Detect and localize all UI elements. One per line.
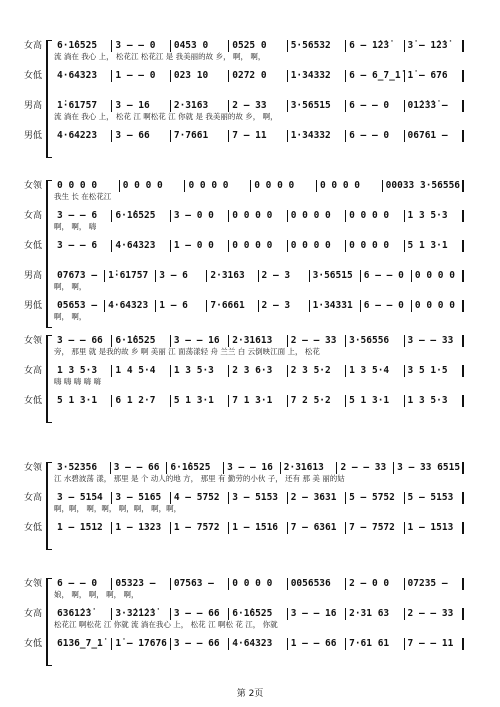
notation-line bbox=[54, 300, 464, 312]
measure: 6·1̇6525 bbox=[54, 40, 112, 52]
measure: 4·64323 bbox=[54, 70, 112, 82]
measure: 2 3 5·2 bbox=[288, 365, 346, 377]
measure: 6 1 2·7 bbox=[112, 395, 170, 407]
measure: 0 0 0 0 bbox=[120, 180, 186, 192]
measure: 4 – 5752 bbox=[171, 492, 229, 504]
lyric-line: 江 水碧波荡 漾， 那里 是 个 动人的地 方， 那里 有 勤劳的小伙 子， 还有 那 美 丽的姑 bbox=[54, 474, 345, 483]
voice-row bbox=[20, 462, 468, 492]
measure: 1̇ – 17676 bbox=[112, 638, 170, 650]
measure: 0 0 0 0 bbox=[229, 578, 287, 590]
measure: 1 3 5·4 bbox=[346, 365, 404, 377]
measure: 1̇·61757 bbox=[105, 270, 156, 282]
measure: 3 – 0 0 bbox=[171, 210, 229, 222]
measure: 3·56515 bbox=[288, 100, 346, 112]
notation-line bbox=[54, 462, 464, 474]
notation-line bbox=[54, 100, 464, 112]
measure: 1·34332 bbox=[288, 130, 346, 142]
voice-row bbox=[20, 40, 468, 70]
part-label: 女领 bbox=[23, 336, 42, 346]
measure: 6·1̇6525 bbox=[167, 462, 224, 474]
notation-line bbox=[54, 522, 464, 534]
part-label: 女领 bbox=[23, 181, 42, 191]
measure: 7 1 3·1 bbox=[229, 395, 287, 407]
notation-line bbox=[54, 40, 464, 52]
measure: 5 1 3·1 bbox=[54, 395, 112, 407]
measure: 1·34332 bbox=[288, 70, 346, 82]
measure: 07563 – bbox=[171, 578, 229, 590]
measure: 3 – – 66 bbox=[171, 638, 229, 650]
score-system bbox=[20, 40, 468, 160]
measure: 2 – 3 bbox=[259, 270, 310, 282]
measure: 6 – 6̲7̲1̇ bbox=[346, 70, 404, 82]
voice-row bbox=[20, 395, 468, 425]
measure: 3 – – 16 bbox=[171, 335, 229, 347]
measure: 1̇·61757 bbox=[54, 100, 112, 112]
lyric-line: 啊，啊， 啊，啊， 啊，啊， 啊，啊， bbox=[54, 504, 182, 513]
measure: 6·1̇6525 bbox=[229, 608, 287, 620]
measure: 1 – 0 0 bbox=[171, 240, 229, 252]
measure: 0 0 0 0 bbox=[54, 180, 120, 192]
measure: 6 – – 0 bbox=[54, 578, 112, 590]
measure: 5 – 5153 bbox=[405, 492, 464, 504]
measure: 1 3 5·3 bbox=[171, 365, 229, 377]
score-system bbox=[20, 578, 468, 668]
voice-row bbox=[20, 578, 468, 608]
measure: 3 – – 66 bbox=[111, 462, 168, 474]
measure: 7·61 61 bbox=[346, 638, 404, 650]
measure: 1 3 5·3 bbox=[54, 365, 112, 377]
measure: 4·64323 bbox=[105, 300, 156, 312]
measure: 0 0 0 0 bbox=[288, 210, 346, 222]
measure: 1 – – 0 bbox=[112, 70, 170, 82]
measure: 6 – – 0 bbox=[361, 270, 412, 282]
notation-line bbox=[54, 210, 464, 222]
measure: 05653 – bbox=[54, 300, 105, 312]
voice-row bbox=[20, 100, 468, 130]
measure: 3 – 5165 bbox=[112, 492, 170, 504]
measure: 7 – 11 bbox=[229, 130, 287, 142]
lyric-line: 流 淌在 我心 上， 松花 江 啊松花 江 你就 是 我美丽的故 乡， 啊， bbox=[54, 112, 278, 121]
notation-line bbox=[54, 130, 464, 142]
measure: 3 – – 33 bbox=[405, 335, 464, 347]
measure: 3 – 5153 bbox=[229, 492, 287, 504]
voice-row bbox=[20, 522, 468, 552]
notation-line bbox=[54, 365, 464, 377]
measure: 6 – – 0 bbox=[346, 100, 404, 112]
part-label: 女低 bbox=[23, 639, 42, 649]
measure: 0 0 0 0 bbox=[251, 180, 317, 192]
measure: 0 0 0 0 bbox=[229, 240, 287, 252]
measure: 3 – 66 bbox=[112, 130, 170, 142]
part-label: 女领 bbox=[23, 579, 42, 589]
measure: 1 4 5·4 bbox=[112, 365, 170, 377]
voice-row bbox=[20, 70, 468, 100]
measure: 3 – 16 bbox=[112, 100, 170, 112]
measure: 05323 – bbox=[112, 578, 170, 590]
measure: 0 0 0 0 bbox=[412, 300, 464, 312]
measure: 0056536 bbox=[288, 578, 346, 590]
measure: 3 – 6 bbox=[156, 270, 207, 282]
measure: 06761 – bbox=[405, 130, 464, 142]
notation-line bbox=[54, 180, 464, 192]
score-system bbox=[20, 462, 468, 552]
measure: 2 – 0 0 bbox=[346, 578, 404, 590]
measure: 2 – – 33 bbox=[337, 462, 394, 474]
notation-line bbox=[54, 638, 464, 650]
measure: 6·1̇6525 bbox=[112, 210, 170, 222]
measure: 4·64323 bbox=[229, 638, 287, 650]
measure: 3 – – 66 bbox=[54, 335, 112, 347]
measure: 3 – – 16 bbox=[288, 608, 346, 620]
part-label: 女高 bbox=[23, 493, 42, 503]
measure: 0 0 0 0 bbox=[317, 180, 383, 192]
measure: 7 2 5·2 bbox=[288, 395, 346, 407]
measure: 6 – – 0 bbox=[346, 130, 404, 142]
measure: 2·31 63 bbox=[346, 608, 404, 620]
measure: 5 – 5752 bbox=[346, 492, 404, 504]
measure: 5 1 3·1 bbox=[405, 240, 464, 252]
measure: 6361̇2̇3̇ bbox=[54, 608, 112, 620]
measure: 2 – 3631 bbox=[288, 492, 346, 504]
part-label: 女高 bbox=[23, 609, 42, 619]
measure: 4·64323 bbox=[112, 240, 170, 252]
measure: 7·7661 bbox=[171, 130, 229, 142]
measure: 6 – 1̇2̇3̇ bbox=[346, 40, 404, 52]
measure: 1 – 1516 bbox=[229, 522, 287, 534]
measure: 5·56532 bbox=[288, 40, 346, 52]
lyric-line: 我生 长 在松花江 bbox=[54, 192, 112, 201]
measure: 1 – 7572 bbox=[171, 522, 229, 534]
voice-row bbox=[20, 130, 468, 160]
lyric-line: 娘， 啊， 啊， 啊， 啊， bbox=[54, 590, 139, 599]
notation-line bbox=[54, 240, 464, 252]
measure: 0 0 0 0 bbox=[412, 270, 464, 282]
measure: 5 1 3·1 bbox=[346, 395, 404, 407]
voice-row bbox=[20, 300, 468, 330]
measure: 3 – – 6 bbox=[54, 240, 112, 252]
voice-row bbox=[20, 608, 468, 638]
measure: 3 5 1·5 bbox=[405, 365, 464, 377]
measure: 2 3 6·3 bbox=[229, 365, 287, 377]
notation-line bbox=[54, 70, 464, 82]
measure: 3 – – 66 bbox=[171, 608, 229, 620]
measure: 3 – – 16 bbox=[224, 462, 281, 474]
part-label: 女低 bbox=[23, 71, 42, 81]
part-label: 女低 bbox=[23, 241, 42, 251]
part-label: 女高 bbox=[23, 366, 42, 376]
measure: 0 0 0 0 bbox=[229, 210, 287, 222]
measure: 1 3 5·3 bbox=[405, 210, 464, 222]
measure: 3·56556 bbox=[346, 335, 404, 347]
measure: 0 0 0 0 bbox=[346, 210, 404, 222]
notation-line bbox=[54, 335, 464, 347]
page-number: 第 2页 bbox=[236, 689, 264, 699]
measure: 1̇ – 676 bbox=[405, 70, 464, 82]
lyric-line: 松花江 啊松花 江 你就 流 淌在我心 上， 松花 江 啊松 花 江， 你就 bbox=[54, 620, 278, 629]
score-system bbox=[20, 335, 468, 425]
measure: 1 3 5·3 bbox=[405, 395, 464, 407]
measure: 0 0 0 0 bbox=[185, 180, 251, 192]
voice-row bbox=[20, 365, 468, 395]
part-label: 女高 bbox=[23, 211, 42, 221]
notation-line bbox=[54, 578, 464, 590]
part-label: 男高 bbox=[23, 101, 42, 111]
measure: 5 1 3·1 bbox=[171, 395, 229, 407]
voice-row bbox=[20, 638, 468, 668]
lyric-line: 啊， 啊， bbox=[54, 312, 87, 321]
measure: 3·3̇2̇1̇2̇3̇ bbox=[112, 608, 170, 620]
voice-row bbox=[20, 335, 468, 365]
measure: 2·31613 bbox=[229, 335, 287, 347]
measure: 0 0 0 0 bbox=[288, 240, 346, 252]
measure: 2 – – 33 bbox=[288, 335, 346, 347]
notation-line bbox=[54, 270, 464, 282]
measure: 7 – – 11 bbox=[405, 638, 464, 650]
measure: 01̇2̇3̇3̇ – bbox=[405, 100, 464, 112]
measure: 0272 0 bbox=[229, 70, 287, 82]
lyric-line: 啊， 啊， bbox=[54, 282, 87, 291]
measure: 023 10 bbox=[171, 70, 229, 82]
lyric-line: 旁， 那里 就 是我的故 乡 啊 美丽 江 面荡漾轻 舟 兰兰 白 云倒映江面 上， 松花 bbox=[54, 347, 320, 356]
notation-line bbox=[54, 492, 464, 504]
measure: 2 – 33 bbox=[229, 100, 287, 112]
measure: 3·56515 bbox=[310, 270, 361, 282]
measure: 3 – – 0 bbox=[112, 40, 170, 52]
lyric-line: 流 淌在 我心 上， 松花江 松花江 是 我美丽的故 乡， 啊， 啊， bbox=[54, 52, 266, 61]
measure: 7 – 6361 bbox=[288, 522, 346, 534]
measure: 0 0 0 0 bbox=[346, 240, 404, 252]
part-label: 男低 bbox=[23, 301, 42, 311]
voice-row bbox=[20, 180, 468, 210]
measure: 2 – – 33 bbox=[405, 608, 464, 620]
score-system bbox=[20, 180, 468, 330]
measure: 3 – – 6 bbox=[54, 210, 112, 222]
measure: 1·34331 bbox=[310, 300, 361, 312]
measure: 07673 – bbox=[54, 270, 105, 282]
part-label: 女领 bbox=[23, 463, 42, 473]
measure: 00033 3·56556 bbox=[383, 180, 464, 192]
measure: 6 – – 0 bbox=[361, 300, 412, 312]
measure: 1 – 1512 bbox=[54, 522, 112, 534]
notation-line bbox=[54, 608, 464, 620]
measure: 1 – – 66 bbox=[288, 638, 346, 650]
voice-row bbox=[20, 492, 468, 522]
voice-row bbox=[20, 270, 468, 300]
voice-row bbox=[20, 210, 468, 240]
notation-line bbox=[54, 395, 464, 407]
part-label: 男低 bbox=[23, 131, 42, 141]
part-label: 女高 bbox=[23, 41, 42, 51]
measure: 2·31613 bbox=[281, 462, 338, 474]
measure: 6·1̇6525 bbox=[112, 335, 170, 347]
measure: 1 – 6 bbox=[156, 300, 207, 312]
part-label: 女低 bbox=[23, 396, 42, 406]
lyric-line: 啊， 啊， 嗨 bbox=[54, 222, 97, 231]
part-label: 男高 bbox=[23, 271, 42, 281]
lyric-line: 嗨 嗨 嗨 嗨 嗨 bbox=[54, 377, 102, 386]
measure: 07235 – bbox=[405, 578, 464, 590]
measure: 3·52356 bbox=[54, 462, 111, 474]
measure: 2·3163 bbox=[207, 270, 258, 282]
measure: 1 – 1323 bbox=[112, 522, 170, 534]
measure: 3 – 33 6515 bbox=[394, 462, 464, 474]
measure: 0453 0 bbox=[171, 40, 229, 52]
measure: 3̇ – 1̇2̇3̇ bbox=[405, 40, 464, 52]
measure: 4·64223 bbox=[54, 130, 112, 142]
measure: 7·6661 bbox=[207, 300, 258, 312]
measure: 3 – 5154 bbox=[54, 492, 112, 504]
measure: 6136̲7̲1̇ bbox=[54, 638, 112, 650]
measure: 2·3163 bbox=[171, 100, 229, 112]
measure: 1 – 1513 bbox=[405, 522, 464, 534]
measure: 7 – 7572 bbox=[346, 522, 404, 534]
measure: 0525 0 bbox=[229, 40, 287, 52]
measure: 2 – 3 bbox=[259, 300, 310, 312]
part-label: 女低 bbox=[23, 523, 42, 533]
voice-row bbox=[20, 240, 468, 270]
